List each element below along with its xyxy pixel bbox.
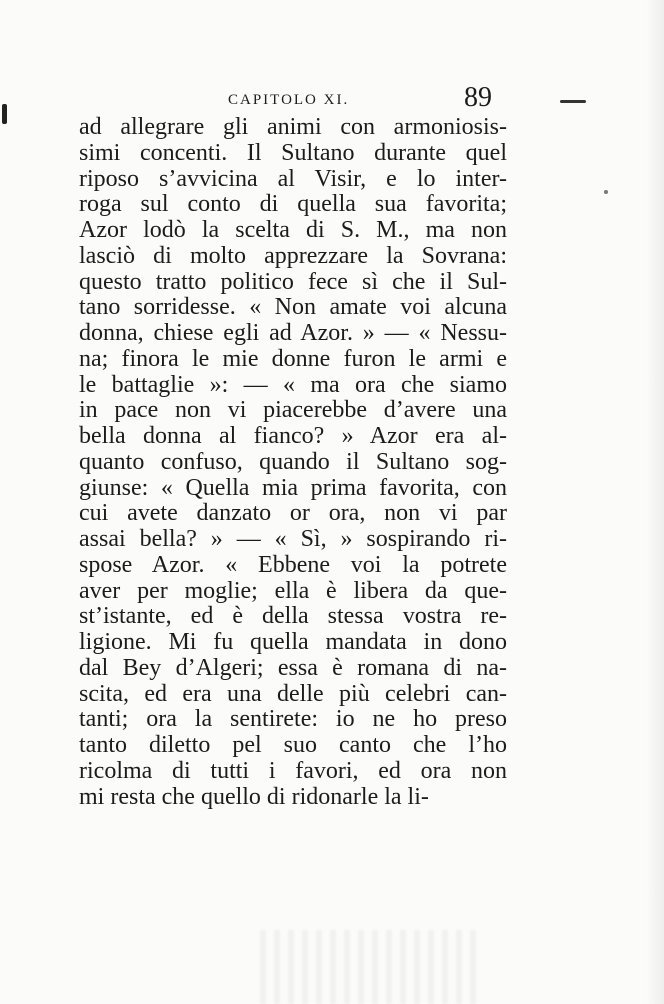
text-line: assai bella? » — « Sì, » sospirando ri- <box>79 527 507 552</box>
text-line: tanto diletto pel suo canto che l’ho <box>79 733 507 758</box>
text-line: Azor lodò la scelta di S. M., ma non <box>79 218 507 243</box>
text-line: lasciò di molto apprezzare la Sovrana: <box>79 243 507 269</box>
page-header <box>80 82 520 116</box>
text-line: tanti; ora la sentirete: io ne ho preso <box>79 707 507 733</box>
text-line: ad allegrare gli animi con armoniosis- <box>79 115 507 140</box>
body-text <box>79 115 507 810</box>
text-line: simi concenti. Il Sultano durante quel <box>79 140 507 166</box>
ink-speck <box>604 190 608 194</box>
text-line: na; finora le mie donne furon le armi e <box>79 346 507 372</box>
page-number: 89 <box>464 82 492 113</box>
text-line: ligione. Mi fu quella mandata in dono <box>79 630 507 655</box>
text-line: spose Azor. « Ebbene voi la potrete <box>79 552 507 578</box>
text-line: mi resta che quello di ridonarle la li- <box>79 784 429 810</box>
margin-mark-left <box>2 104 7 124</box>
margin-mark-right <box>560 100 586 103</box>
text-line: aver per moglie; ella è libera da que- <box>79 578 507 604</box>
text-line: ricolma di tutti i favori, ed ora non <box>79 758 507 784</box>
text-line: bella donna al fianco? » Azor era al- <box>79 424 507 449</box>
text-line: dal Bey d’Algeri; essa è romana di na- <box>79 655 507 681</box>
text-line: cui avete danzato or ora, non vi par <box>79 501 507 527</box>
page-edge-shade <box>646 0 664 1004</box>
text-line: donna, chiese egli ad Azor. » — « Nessu- <box>79 321 507 346</box>
text-line: tano sorridesse. « Non amate voi alcuna <box>79 295 507 321</box>
text-line: in pace non vi piacerebbe d’avere una <box>79 398 507 424</box>
text-line: riposo s’avvicina al Visir, e lo inter- <box>79 166 507 192</box>
text-line: questo tratto politico fece sì che il Sul- <box>79 269 507 295</box>
running-head: CAPITOLO XI. <box>228 92 350 108</box>
text-line: giunse: « Quella mia prima favorita, con <box>79 475 507 501</box>
text-line: le battaglie »: — « ma ora che siamo <box>79 372 507 398</box>
text-line: st’istante, ed è della stessa vostra re- <box>79 604 507 630</box>
text-line: scita, ed era una delle più celebri can- <box>79 681 507 707</box>
text-line: roga sul conto di quella sua favorita; <box>79 192 507 218</box>
text-line: quanto confuso, quando il Sultano sog- <box>79 449 507 475</box>
show-through-texture <box>260 930 480 1004</box>
